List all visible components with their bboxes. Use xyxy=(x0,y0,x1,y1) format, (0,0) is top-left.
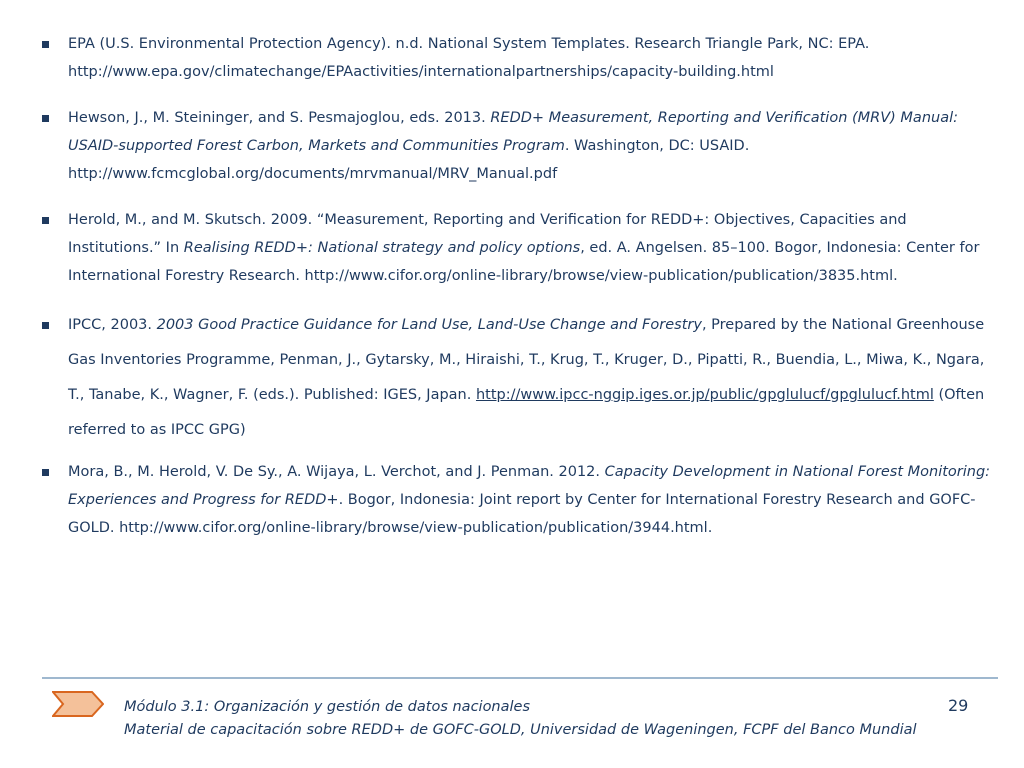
footer-text xyxy=(124,696,917,742)
reference-text: (Often referred to as IPCC GPG) xyxy=(68,387,985,438)
bullet-icon xyxy=(42,41,49,48)
reference-item xyxy=(40,458,1000,542)
reference-item xyxy=(40,30,1000,86)
reference-text: . Bogor, Indonesia: Joint report by Center for International Forestry Research and GOFC-GOLD. http://www.cifor.org/online-library/browse/view-publication/publication/3944.html. xyxy=(68,492,976,536)
reference-title: REDD+ Measurement, Reporting and Verification (MRV) Manual: USAID-supported Forest Carbon, Markets and Communities Program xyxy=(68,110,958,154)
reference-text: Mora, B., M. Herold, V. De Sy., A. Wijaya, L. Verchot, and J. Penman. 2012. xyxy=(68,464,605,480)
reference-link[interactable]: http://www.ipcc-nggip.iges.or.jp/public/gpglulucf/gpglulucf.html xyxy=(475,387,934,403)
footer-module: Módulo 3.1: Organización y gestión de datos nacionales xyxy=(124,699,531,715)
bullet-icon xyxy=(42,115,49,122)
bullet-icon xyxy=(42,322,49,329)
reference-text: EPA (U.S. Environmental Protection Agency). n.d. National System Templates. Research Triangle Park, NC: EPA. xyxy=(68,36,870,52)
reference-list xyxy=(40,30,1000,560)
footer-material: Material de capacitación sobre REDD+ de GOFC-GOLD, Universidad de Wageningen, FCPF del Banco Mundial xyxy=(124,722,917,738)
reference-title: Capacity Development in National Forest Monitoring: Experiences and Progress for REDD+ xyxy=(68,464,991,508)
reference-link[interactable]: http://www.epa.gov/climatechange/EPAactivities/internationalpartnerships/capacity-building.html xyxy=(68,64,774,80)
page-number: 29 xyxy=(948,696,969,715)
reference-text: IPCC, 2003. xyxy=(68,317,157,333)
reference-text: Herold, M., and M. Skutsch. 2009. “Measurement, Reporting and Verification for REDD+: Objectives, Capacities and Institutions.” In xyxy=(68,212,907,256)
reference-text: , Prepared by the National Greenhouse Gas Inventories Programme, Penman, J., Gytarsky, M., Hiraishi, T., Krug, T., Kruger, D., Pipatti, R., Buendia, L., Miwa, K., Ngara, T., Tanabe, K., Wagner, F. (eds.). Published: IGES, Japan. xyxy=(68,317,985,403)
chevron-arrow-icon xyxy=(52,691,104,717)
reference-title: 2003 Good Practice Guidance for Land Use, Land-Use Change and Forestry xyxy=(156,317,702,333)
reference-item xyxy=(40,206,1000,290)
bullet-icon xyxy=(42,217,49,224)
bullet-icon xyxy=(42,469,49,476)
reference-item xyxy=(40,104,1000,188)
reference-item xyxy=(40,308,1000,448)
reference-title: Realising REDD+: National strategy and policy options xyxy=(183,240,581,256)
reference-text: Hewson, J., M. Steininger, and S. Pesmajoglou, eds. 2013. xyxy=(68,110,491,126)
footer-divider xyxy=(42,677,998,679)
reference-text: . Washington, DC: USAID. http://www.fcmcglobal.org/documents/mrvmanual/MRV_Manual.pdf xyxy=(68,138,750,182)
reference-text: , ed. A. Angelsen. 85–100. Bogor, Indonesia: Center for International Forestry Research. http://www.cifor.org/online-library/browse/view-publication/publication/3835.html. xyxy=(68,240,980,284)
